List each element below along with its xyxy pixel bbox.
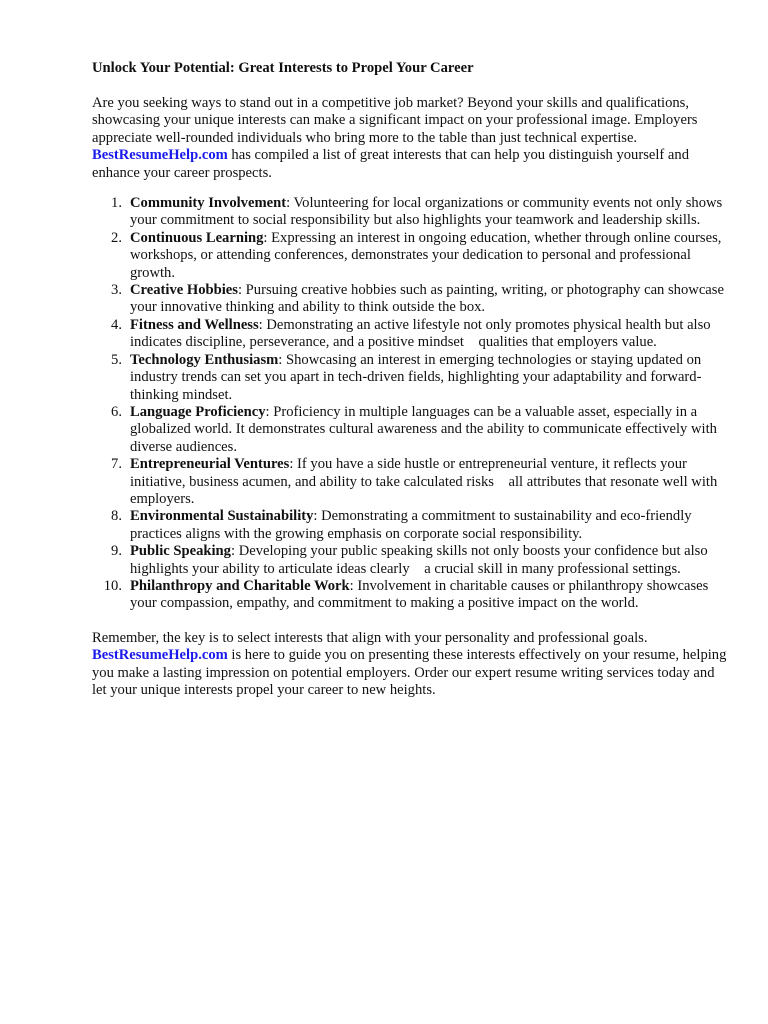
- list-item: [92, 317, 728, 352]
- item-number: 8.: [111, 508, 122, 525]
- list-item: [92, 543, 728, 578]
- item-term: Creative Hobbies: [130, 282, 238, 299]
- list-item: [92, 352, 728, 404]
- item-text: Volunteering for local organizations or community events not only shows your commitment to social responsibility but also highlights your teamwork and leadership skills.: [130, 195, 723, 229]
- item-text: Demonstrating an active lifestyle not only promotes physical health but also indicates discipline, perseverance, and a positive mindset qualities that employers value.: [130, 316, 711, 351]
- item-text: Involvement in charitable causes or philanthropy showcases your compassion, empathy, and commitment to making a positive impact on the world.: [130, 577, 709, 612]
- closing-text-after-link: is here to guide you on presenting these interests effectively on your resume, helping you make a lasting impression on potential employers. Order our expert resume writing services today and let your unique interests propel your career to new heights.: [92, 647, 727, 698]
- item-text: Demonstrating a commitment to sustainability and eco-friendly practices aligns with the growing emphasis on corporate social responsibility.: [130, 508, 692, 542]
- list-item: [92, 404, 728, 456]
- item-text: Showcasing an interest in emerging technologies or staying updated on industry trends can set you apart in tech-driven fields, highlighting your adaptability and forward-thinking mindset.: [130, 351, 702, 403]
- intro-paragraph: [92, 95, 728, 182]
- list-item: [92, 456, 728, 508]
- item-separator: :: [349, 577, 354, 594]
- item-separator: :: [286, 195, 291, 212]
- closing-paragraph: [92, 630, 728, 700]
- item-term: Environmental Sustainability: [130, 508, 314, 525]
- item-number: 1.: [111, 195, 122, 212]
- item-separator: :: [237, 282, 243, 299]
- item-text: Expressing an interest in ongoing education, whether through online courses, workshops, or attending conferences, demonstrates your dedication to personal and professional growth.: [130, 229, 722, 281]
- item-term: Language Proficiency: [130, 403, 266, 420]
- item-number: 9.: [111, 543, 122, 560]
- item-term: Continuous Learning: [130, 229, 264, 246]
- item-term: Community Involvement: [130, 195, 287, 212]
- item-separator: :: [258, 316, 263, 333]
- item-separator: :: [230, 543, 236, 560]
- item-number: 10.: [103, 577, 122, 594]
- item-separator: :: [263, 229, 268, 246]
- item-number: 4.: [111, 316, 122, 333]
- item-number: 2.: [111, 229, 122, 246]
- intro-link[interactable]: BestResumeHelp.com: [92, 147, 228, 164]
- list-item: [92, 508, 728, 543]
- interests-list: [92, 195, 728, 613]
- list-item: [92, 195, 728, 230]
- document-title: Unlock Your Potential: Great Interests to Propel Your Career: [92, 60, 474, 76]
- list-item: [92, 578, 728, 613]
- item-number: 7.: [111, 456, 122, 473]
- item-number: 5.: [111, 351, 122, 368]
- intro-text-before-link: Are you seeking ways to stand out in a competitive job market? Beyond your skills and qualifications, showcasing your unique interests can make a significant impact on your professional image. Employers appreciate well-rounded individuals who bring more to the table than just technical expertise.: [92, 95, 698, 146]
- item-text: Developing your public speaking skills not only boosts your confidence but also highlights your ability to articulate ideas clearly a crucial skill in many professional settings.: [130, 543, 708, 577]
- item-text: If you have a side hustle or entrepreneurial venture, it reflects your initiative, business acumen, and ability to take calculated risks all attributes that resonate well with employers.: [130, 456, 718, 507]
- list-item: [92, 282, 728, 317]
- closing-link[interactable]: BestResumeHelp.com: [92, 647, 228, 664]
- item-separator: :: [289, 456, 294, 473]
- item-text: Proficiency in multiple languages can be a valuable asset, especially in a globalized world. It demonstrates cultural awareness and the ability to communicate effectively with diverse audiences.: [130, 403, 717, 455]
- item-term: Entrepreneurial Ventures: [130, 456, 290, 473]
- item-term: Fitness and Wellness: [130, 316, 259, 333]
- item-term: Technology Enthusiasm: [130, 351, 279, 368]
- list-item: [92, 230, 728, 282]
- intro-text-after-link: has compiled a list of great interests that can help you distinguish yourself and enhance your career prospects.: [92, 147, 690, 181]
- item-separator: :: [313, 508, 318, 525]
- item-separator: :: [265, 403, 270, 420]
- item-separator: :: [278, 351, 283, 368]
- item-text: Pursuing creative hobbies such as painting, writing, or photography can showcase your innovative thinking and ability to think outside the box.: [130, 282, 724, 316]
- item-term: Public Speaking: [130, 543, 231, 560]
- item-term: Philanthropy and Charitable Work: [130, 577, 350, 594]
- item-number: 6.: [111, 403, 122, 420]
- item-number: 3.: [111, 282, 122, 299]
- closing-text-before-link: Remember, the key is to select interests that align with your personality and professional goals.: [92, 629, 648, 646]
